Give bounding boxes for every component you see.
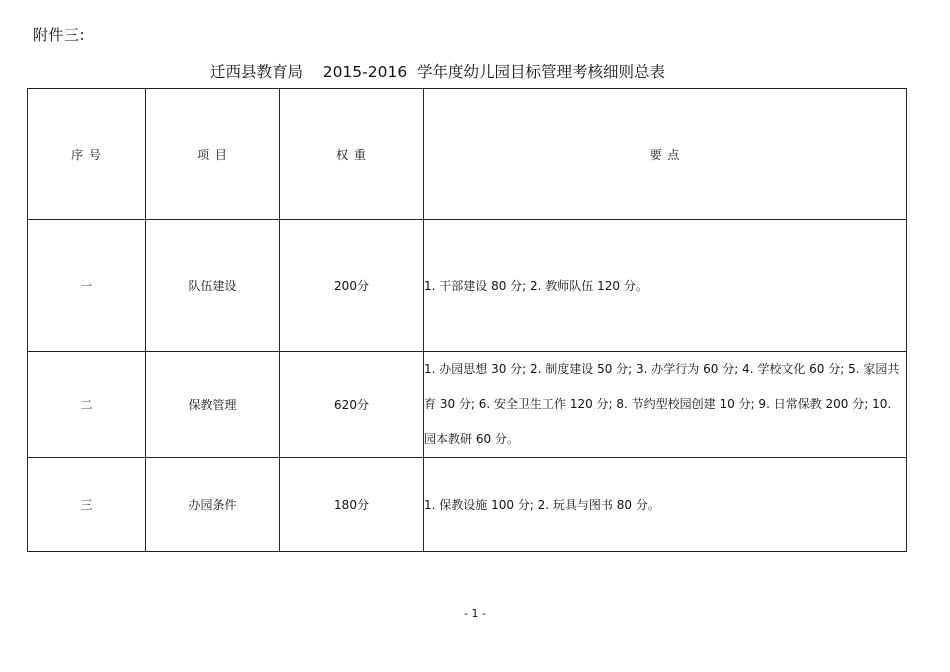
row-seq: 一 xyxy=(28,220,146,352)
page-number: - 1 - xyxy=(464,607,486,620)
row-weight: 200分 xyxy=(280,220,424,352)
attachment-label: 附件三: xyxy=(33,26,86,44)
table-header-row xyxy=(28,89,907,220)
row-item: 队伍建设 xyxy=(146,220,280,352)
assessment-table xyxy=(27,88,907,552)
row-item: 办园条件 xyxy=(146,458,280,552)
row-weight: 180分 xyxy=(280,458,424,552)
row-seq: 二 xyxy=(28,352,146,458)
row-points: 1. 保教设施 100 分; 2. 玩具与图书 80 分。 xyxy=(424,458,907,552)
row-seq: 三 xyxy=(28,458,146,552)
header-item: 项 目 xyxy=(146,89,280,220)
header-points: 要 点 xyxy=(424,89,907,220)
header-seq: 序 号 xyxy=(28,89,146,220)
row-points: 1. 干部建设 80 分; 2. 教师队伍 120 分。 xyxy=(424,220,907,352)
row-item: 保教管理 xyxy=(146,352,280,458)
document-title: 迁西县教育局 2015-2016 学年度幼儿园目标管理考核细则总表 xyxy=(210,63,666,81)
header-weight: 权 重 xyxy=(280,89,424,220)
table-row xyxy=(28,458,907,552)
table-row xyxy=(28,220,907,352)
table-row xyxy=(28,352,907,458)
row-weight: 620分 xyxy=(280,352,424,458)
row-points: 1. 办园思想 30 分; 2. 制度建设 50 分; 3. 办学行为 60 分; 4. 学校文化 60 分; 5. 家园共育 30 分; 6. 安全卫生工作 120 分; 8. 节约型校园创建 10 分; 9. 日常保教 200 分; 10. 园本教研 60 分。 xyxy=(424,352,907,458)
